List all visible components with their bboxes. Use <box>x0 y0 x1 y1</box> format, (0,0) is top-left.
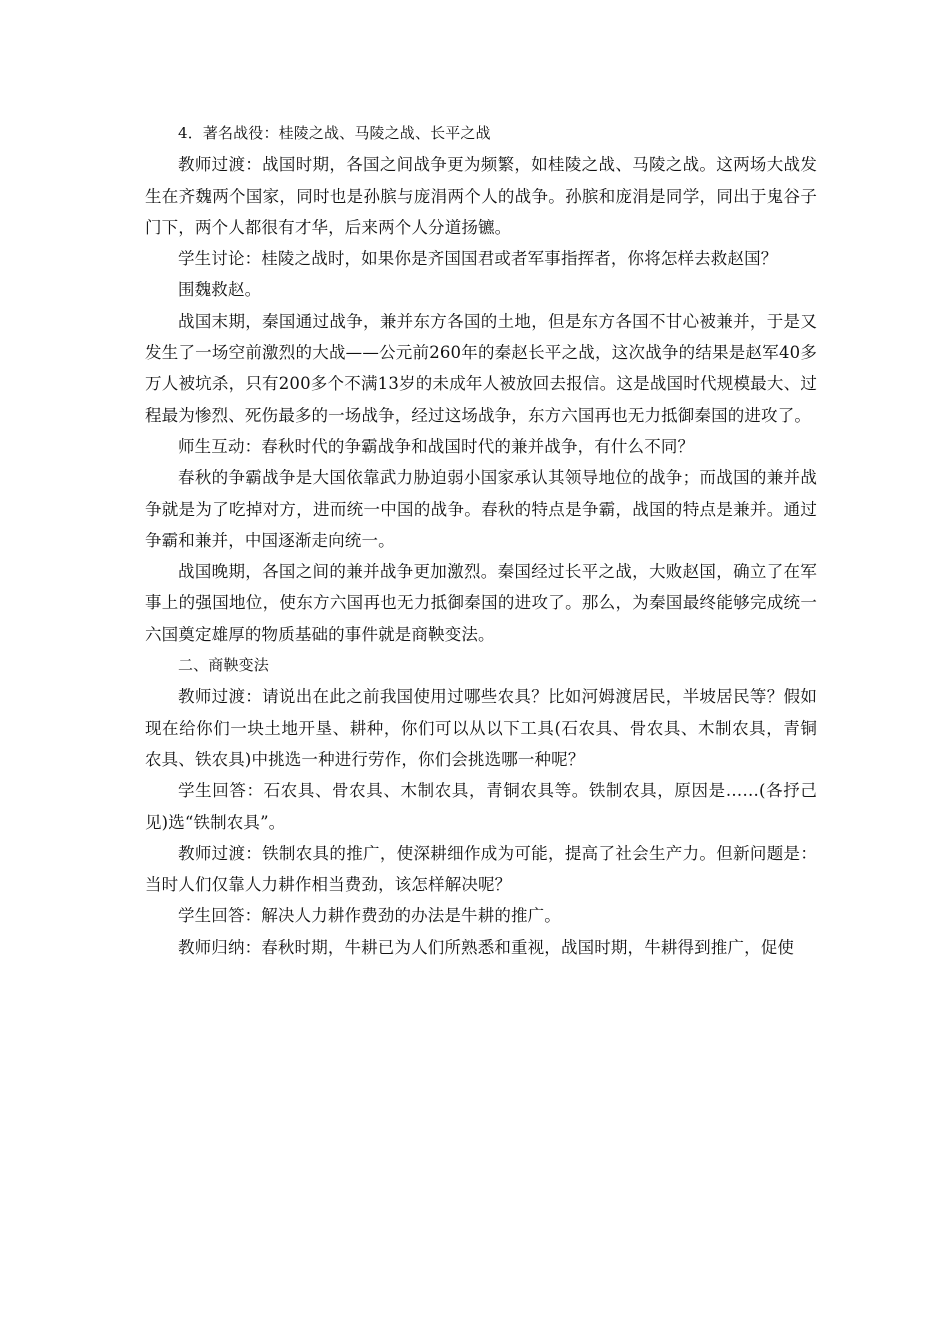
paragraph-student-answer-tools: 学生回答：石农具、骨农具、木制农具，青铜农具等。铁制农具，原因是……(各抒己见)选“铁制农具”。 <box>145 781 817 832</box>
paragraph-teacher-student-interaction: 师生互动：春秋时代的争霸战争和战国时代的兼并战争，有什么不同？ <box>178 436 695 456</box>
section-heading-battles: 4．著名战役：桂陵之战、马陵之战、长平之战 <box>178 124 491 142</box>
paragraph-teacher-transition-tools: 教师过渡：请说出在此之前我国使用过哪些农具？比如河姆渡居民，半坡居民等？假如现在给你们一块土地开垦、耕种，你们可以从以下工具(石农具、骨农具、木制农具，青铜农具、铁农具)中挑选一种进行劳作，你们会挑选哪一种呢？ <box>145 687 817 769</box>
paragraph-student-answer-ox: 学生回答：解决人力耕作费劲的办法是牛耕的推广。 <box>178 906 561 926</box>
section-heading-shangyang-reform: 二、商鞅变法 <box>178 656 269 675</box>
paragraph-teacher-summary: 教师归纳：春秋时期，牛耕已为人们所熟悉和重视，战国时期，牛耕得到推广，促使 <box>178 937 795 957</box>
paragraph-changping-battle: 战国末期，秦国通过战争，兼并东方各国的土地，但是东方各国不甘心被兼并，于是又发生了一场空前激烈的大战——公元前260年的秦赵长平之战，这次战争的结果是赵军40多万人被坑杀，只有200多个不满13岁的未成年人被放回去报信。这是战国时代规模最大、过程最为惨烈、死伤最多的一场战争，经过这场战争，东方六国再也无力抵御秦国的进攻了。 <box>145 311 817 425</box>
paragraph-student-discussion: 学生讨论：桂陵之战时，如果你是齐国国君或者军事指挥者，你将怎样去救赵国？ <box>178 249 778 269</box>
paragraph-hegemony-vs-annexation: 春秋的争霸战争是大国依靠武力胁迫弱小国家承认其领导地位的战争；而战国的兼并战争就是为了吃掉对方，进而统一中国的战争。春秋的特点是争霸，战国的特点是兼并。通过争霸和兼并，中国逐渐走向统一。 <box>145 468 817 550</box>
paragraph-teacher-transition-1: 教师过渡：战国时期，各国之间战争更为频繁，如桂陵之战、马陵之战。这两场大战发生在齐魏两个国家，同时也是孙膑与庞涓两个人的战争。孙膑和庞涓是同学，同出于鬼谷子门下，两个人都很有才华，后来两个人分道扬镳。 <box>145 155 817 237</box>
paragraph-late-warring-states: 战国晚期，各国之间的兼并战争更加激烈。秦国经过长平之战，大败赵国，确立了在军事上的强国地位，使东方六国再也无力抵御秦国的进攻了。那么，为秦国最终能够完成统一六国奠定雄厚的物质基础的事件就是商鞅变法。 <box>145 562 817 644</box>
paragraph-answer-weiwei-jiuzhao: 围魏救赵。 <box>178 280 262 300</box>
document-page <box>145 118 817 963</box>
paragraph-teacher-transition-iron: 教师过渡：铁制农具的推广，使深耕细作成为可能，提高了社会生产力。但新问题是：当时人们仅靠人力耕作相当费劲，该怎样解决呢？ <box>145 843 817 895</box>
